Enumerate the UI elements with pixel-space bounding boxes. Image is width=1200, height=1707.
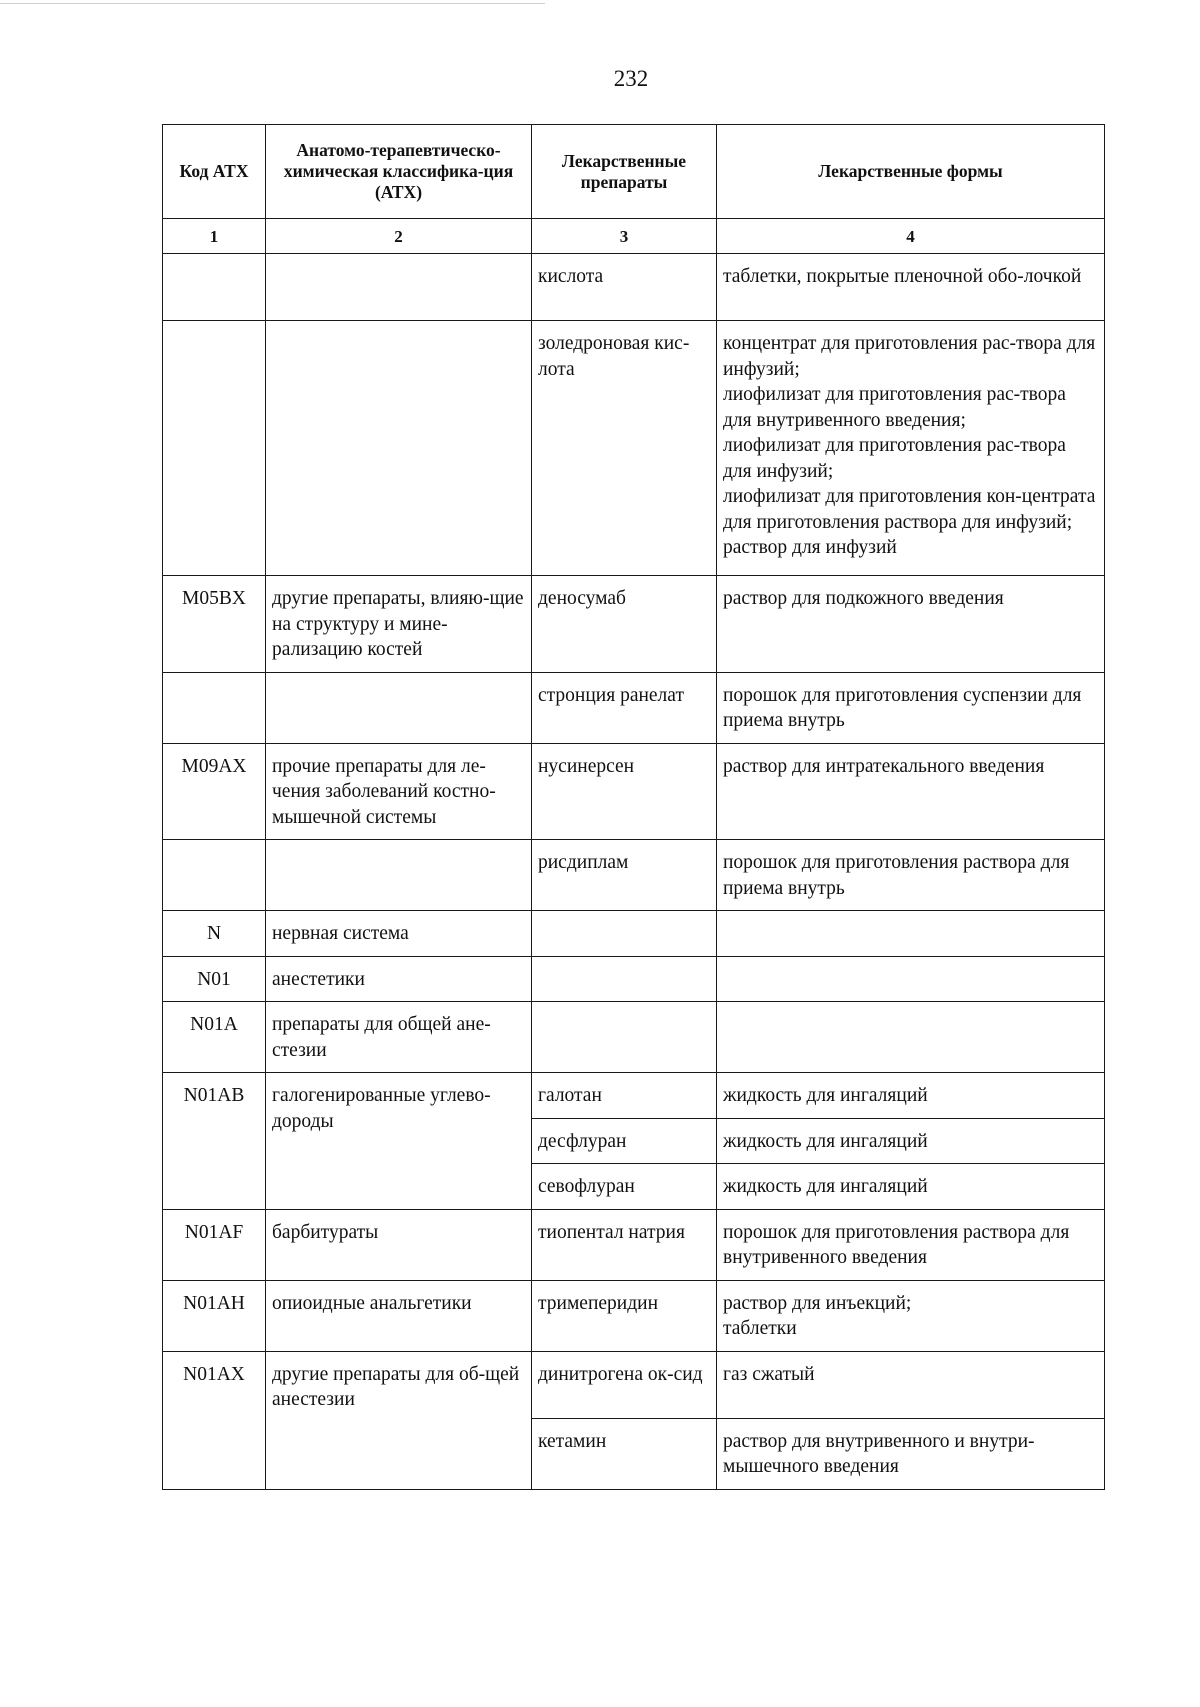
cell-classification: опиоидные анальгетики <box>266 1280 532 1351</box>
table-row <box>163 840 1105 911</box>
cell-atx-code: N01AB <box>163 1073 266 1210</box>
cell-drug: динитрогена ок-сид <box>532 1351 717 1418</box>
column-number: 1 <box>163 219 266 254</box>
dosage-form-item: порошок для приготовления суспензии для приема внутрь <box>723 684 1082 731</box>
cell-classification: прочие препараты для ле-чения заболеваний костно-мышечной системы <box>266 743 532 840</box>
cell-drug: десфлуран <box>532 1118 717 1164</box>
column-number: 4 <box>717 219 1105 254</box>
cell-atx-code: N01AH <box>163 1280 266 1351</box>
cell-atx-code <box>163 321 266 576</box>
cell-atx-code: M05BX <box>163 576 266 673</box>
header-code: Код ATX <box>163 125 266 219</box>
cell-dosage-forms <box>717 254 1105 321</box>
cell-dosage-forms <box>717 1209 1105 1280</box>
dosage-form-item: лиофилизат для приготовления рас-твора для инфузий; <box>723 435 1066 482</box>
cell-drug <box>532 911 717 957</box>
dosage-form-item: порошок для приготовления раствора для внутривенного введения <box>723 1221 1070 1268</box>
cell-classification: барбитураты <box>266 1209 532 1280</box>
cell-dosage-forms <box>717 1118 1105 1164</box>
dosage-form-item: раствор для инъекций; <box>723 1292 912 1314</box>
cell-drug <box>532 956 717 1002</box>
cell-classification: другие препараты для об-щей анестезии <box>266 1351 532 1489</box>
cell-atx-code: N01AF <box>163 1209 266 1280</box>
dosage-form-item: раствор для внутривенного и внутри-мышечного введения <box>723 1430 1035 1477</box>
cell-atx-code: N01AX <box>163 1351 266 1489</box>
cell-drug: золедроновая кис-лота <box>532 321 717 576</box>
cell-atx-code <box>163 672 266 743</box>
cell-drug: севофлуран <box>532 1164 717 1210</box>
cell-dosage-forms <box>717 672 1105 743</box>
cell-atx-code <box>163 254 266 321</box>
cell-drug: галотан <box>532 1073 717 1119</box>
table-row <box>163 1351 1105 1418</box>
cell-classification: анестетики <box>266 956 532 1002</box>
cell-dosage-forms <box>717 743 1105 840</box>
column-number-row <box>163 219 1105 254</box>
cell-drug: рисдиплам <box>532 840 717 911</box>
cell-dosage-forms <box>717 321 1105 576</box>
cell-classification: нервная система <box>266 911 532 957</box>
header-drugs: Лекарственные препараты <box>532 125 717 219</box>
table-body <box>163 254 1105 1490</box>
table-row <box>163 1280 1105 1351</box>
table-row <box>163 911 1105 957</box>
dosage-form-item: жидкость для ингаляций <box>723 1176 928 1197</box>
dosage-form-item: раствор для подкожного введения <box>723 588 1004 609</box>
cell-classification: галогенированные углево-дороды <box>266 1073 532 1210</box>
cell-dosage-forms <box>717 1280 1105 1351</box>
table-row <box>163 743 1105 840</box>
dosage-form-item: таблетки, покрытые пленочной обо-лочкой <box>723 266 1082 287</box>
cell-dosage-forms <box>717 956 1105 1002</box>
cell-drug: деносумаб <box>532 576 717 673</box>
cell-dosage-forms <box>717 840 1105 911</box>
dosage-form-item: концентрат для приготовления рас-твора для инфузий; <box>723 333 1096 380</box>
cell-atx-code: N <box>163 911 266 957</box>
cell-dosage-forms <box>717 911 1105 957</box>
column-number: 2 <box>266 219 532 254</box>
dosage-form-item: раствор для инфузий <box>723 537 897 558</box>
dosage-form-item: жидкость для ингаляций <box>723 1085 928 1106</box>
cell-dosage-forms <box>717 1418 1105 1489</box>
cell-drug: кетамин <box>532 1418 717 1489</box>
table-row <box>163 1002 1105 1073</box>
cell-dosage-forms <box>717 1002 1105 1073</box>
dosage-form-item: раствор для интратекального введения <box>723 755 1045 777</box>
cell-atx-code: N01A <box>163 1002 266 1073</box>
table-row <box>163 576 1105 673</box>
cell-dosage-forms <box>717 1351 1105 1418</box>
cell-drug <box>532 1002 717 1073</box>
cell-drug: стронция ранелат <box>532 672 717 743</box>
dosage-form-item: лиофилизат для приготовления кон-центрата для приготовления раствора для инфузий; <box>723 486 1096 533</box>
cell-classification <box>266 254 532 321</box>
dosage-form-item: таблетки <box>723 1318 797 1339</box>
cell-atx-code: N01 <box>163 956 266 1002</box>
dosage-form-item: лиофилизат для приготовления рас-твора для внутривенного введения; <box>723 384 1066 431</box>
cell-drug: кислота <box>532 254 717 321</box>
table-row <box>163 1073 1105 1119</box>
table-row <box>163 254 1105 321</box>
cell-drug: нусинерсен <box>532 743 717 840</box>
scan-edge-line <box>0 3 545 4</box>
dosage-form-item: газ сжатый <box>723 1363 815 1385</box>
cell-classification: препараты для общей ане-стезии <box>266 1002 532 1073</box>
cell-atx-code: M09AX <box>163 743 266 840</box>
dosage-form-item: жидкость для ингаляций <box>723 1130 928 1152</box>
page-number: 232 <box>613 66 649 91</box>
dosage-form-item: порошок для приготовления раствора для приема внутрь <box>723 852 1070 899</box>
header-classification: Анатомо-терапевтическо-химическая классифика-ция (АТХ) <box>266 125 532 219</box>
cell-drug: тримеперидин <box>532 1280 717 1351</box>
cell-dosage-forms <box>717 576 1105 673</box>
cell-classification <box>266 840 532 911</box>
table-row <box>163 956 1105 1002</box>
cell-classification <box>266 672 532 743</box>
table-row <box>163 672 1105 743</box>
cell-classification: другие препараты, влияю-щие на структуру и мине-рализацию костей <box>266 576 532 673</box>
cell-dosage-forms <box>717 1164 1105 1210</box>
cell-atx-code <box>163 840 266 911</box>
table-row <box>163 1209 1105 1280</box>
header-forms: Лекарственные формы <box>717 125 1105 219</box>
table-row <box>163 321 1105 576</box>
atx-table <box>162 124 1105 1490</box>
cell-drug: тиопентал натрия <box>532 1209 717 1280</box>
cell-classification <box>266 321 532 576</box>
table-header-row <box>163 125 1105 219</box>
column-number: 3 <box>532 219 717 254</box>
cell-dosage-forms <box>717 1073 1105 1119</box>
